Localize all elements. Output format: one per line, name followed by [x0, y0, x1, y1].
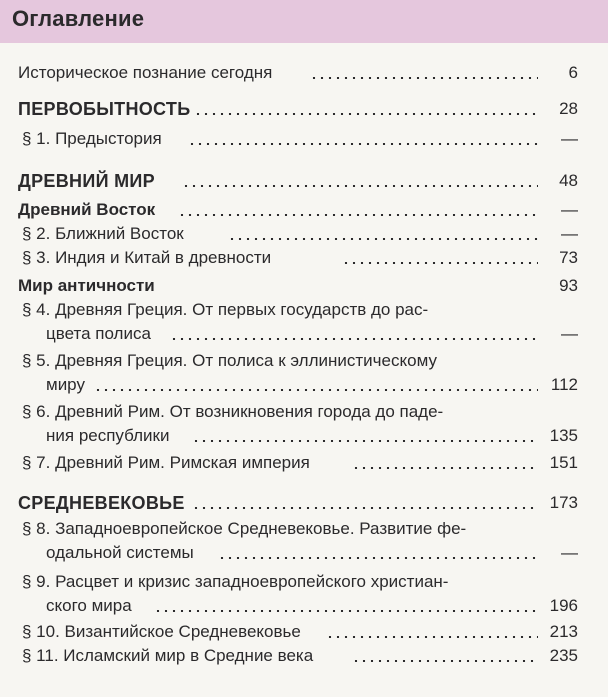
toc-entry-label-line1: § 6. Древний Рим. От возникновения города до паде- [22, 402, 444, 421]
toc-entry-label-line1: § 8. Западноевропейское Средневековье. Развитие фе- [22, 519, 467, 538]
toc-page-number: 135 [549, 426, 578, 445]
dot-leader [192, 440, 538, 442]
toc-section-label: Мир античности [18, 275, 158, 297]
dot-leader [352, 660, 538, 662]
toc-part-label: ПЕРВОБЫТНОСТЬ [18, 98, 193, 120]
toc-entry-intro[interactable] [18, 62, 578, 86]
toc-page-number: 48 [559, 171, 578, 190]
toc-entry-label-line2: ния республики [46, 425, 172, 447]
toc-entry-label-line1: § 4. Древняя Греция. От первых государств до рас- [22, 300, 429, 319]
toc-entry-label-line2: ского мира [46, 595, 135, 617]
toc-entry-s2[interactable] [22, 223, 578, 247]
toc-section-east[interactable] [18, 199, 578, 223]
toc-page-number: 6 [568, 63, 578, 82]
dot-leader [218, 557, 538, 559]
dot-leader [170, 338, 538, 340]
toc-entry-label: § 3. Индия и Китай в древности [22, 247, 274, 269]
toc-page-number: 151 [549, 453, 578, 472]
dot-leader [310, 77, 538, 79]
toc-page-number: — [561, 224, 578, 243]
toc-page-number: 235 [549, 646, 578, 665]
dot-leader [194, 113, 538, 115]
dot-leader [94, 389, 538, 391]
toc-page-number: — [561, 324, 578, 343]
toc-entry-label: § 10. Византийское Средневековье [22, 621, 304, 643]
toc-page-number: — [561, 543, 578, 562]
toc-page-number: 213 [549, 622, 578, 641]
dot-leader [188, 143, 538, 145]
toc-page-number: 93 [559, 276, 578, 295]
toc-entry-s10[interactable] [22, 621, 578, 645]
toc-entry-label-line2: цвета полиса [46, 323, 154, 345]
dot-leader [352, 467, 538, 469]
toc-entry-label-line2: миру [46, 374, 88, 396]
page-title: Оглавление [12, 6, 145, 31]
dot-leader [342, 262, 538, 264]
toc-entry-s8[interactable] [22, 518, 578, 566]
toc-page-number: — [561, 129, 578, 148]
toc-entry-s7[interactable] [22, 452, 578, 476]
toc-section-antiquity[interactable] [18, 275, 578, 299]
toc-part-label: СРЕДНЕВЕКОВЬЕ [18, 492, 188, 514]
toc-part-primitive[interactable] [18, 98, 578, 122]
toc-section-label: Древний Восток [18, 199, 158, 221]
toc-page-number: — [561, 200, 578, 219]
dot-leader [192, 507, 538, 509]
toc-entry-label-line1: § 5. Древняя Греция. От полиса к эллинистическому [22, 351, 437, 370]
toc-entry-s4[interactable] [22, 299, 578, 347]
toc-entry-label: § 2. Ближний Восток [22, 223, 187, 245]
toc-entry-label-line1: § 9. Расцвет и кризис западноевропейского христиан- [22, 572, 449, 591]
toc-entry-label: Историческое познание сегодня [18, 62, 275, 84]
toc-part-ancient[interactable] [18, 170, 578, 194]
toc-entry-s5[interactable] [22, 350, 578, 398]
toc-entry-s6[interactable] [22, 401, 578, 449]
toc-page-number: 73 [559, 248, 578, 267]
toc-entry-s9[interactable] [22, 571, 578, 619]
toc-part-label: ДРЕВНИЙ МИР [18, 170, 158, 192]
toc-page-number: 112 [550, 375, 578, 394]
toc-page-number: 196 [549, 596, 578, 615]
dot-leader [228, 238, 538, 240]
toc-entry-label: § 1. Предыстория [22, 128, 165, 150]
dot-leader [182, 185, 538, 187]
toc-entry-s3[interactable] [22, 247, 578, 271]
toc-page-number: 173 [549, 493, 578, 512]
dot-leader [326, 636, 538, 638]
dot-leader [154, 610, 538, 612]
toc-entry-label-line2: одальной системы [46, 542, 197, 564]
header-bar [0, 0, 608, 43]
toc-page-number: 28 [559, 99, 578, 118]
toc-entry-s11[interactable] [22, 645, 578, 669]
toc-entry-label: § 7. Древний Рим. Римская империя [22, 452, 313, 474]
toc-entry-label: § 11. Исламский мир в Средние века [22, 645, 316, 667]
toc-part-medieval[interactable] [18, 492, 578, 516]
toc-entry-s1[interactable] [22, 128, 578, 152]
dot-leader [178, 214, 538, 216]
